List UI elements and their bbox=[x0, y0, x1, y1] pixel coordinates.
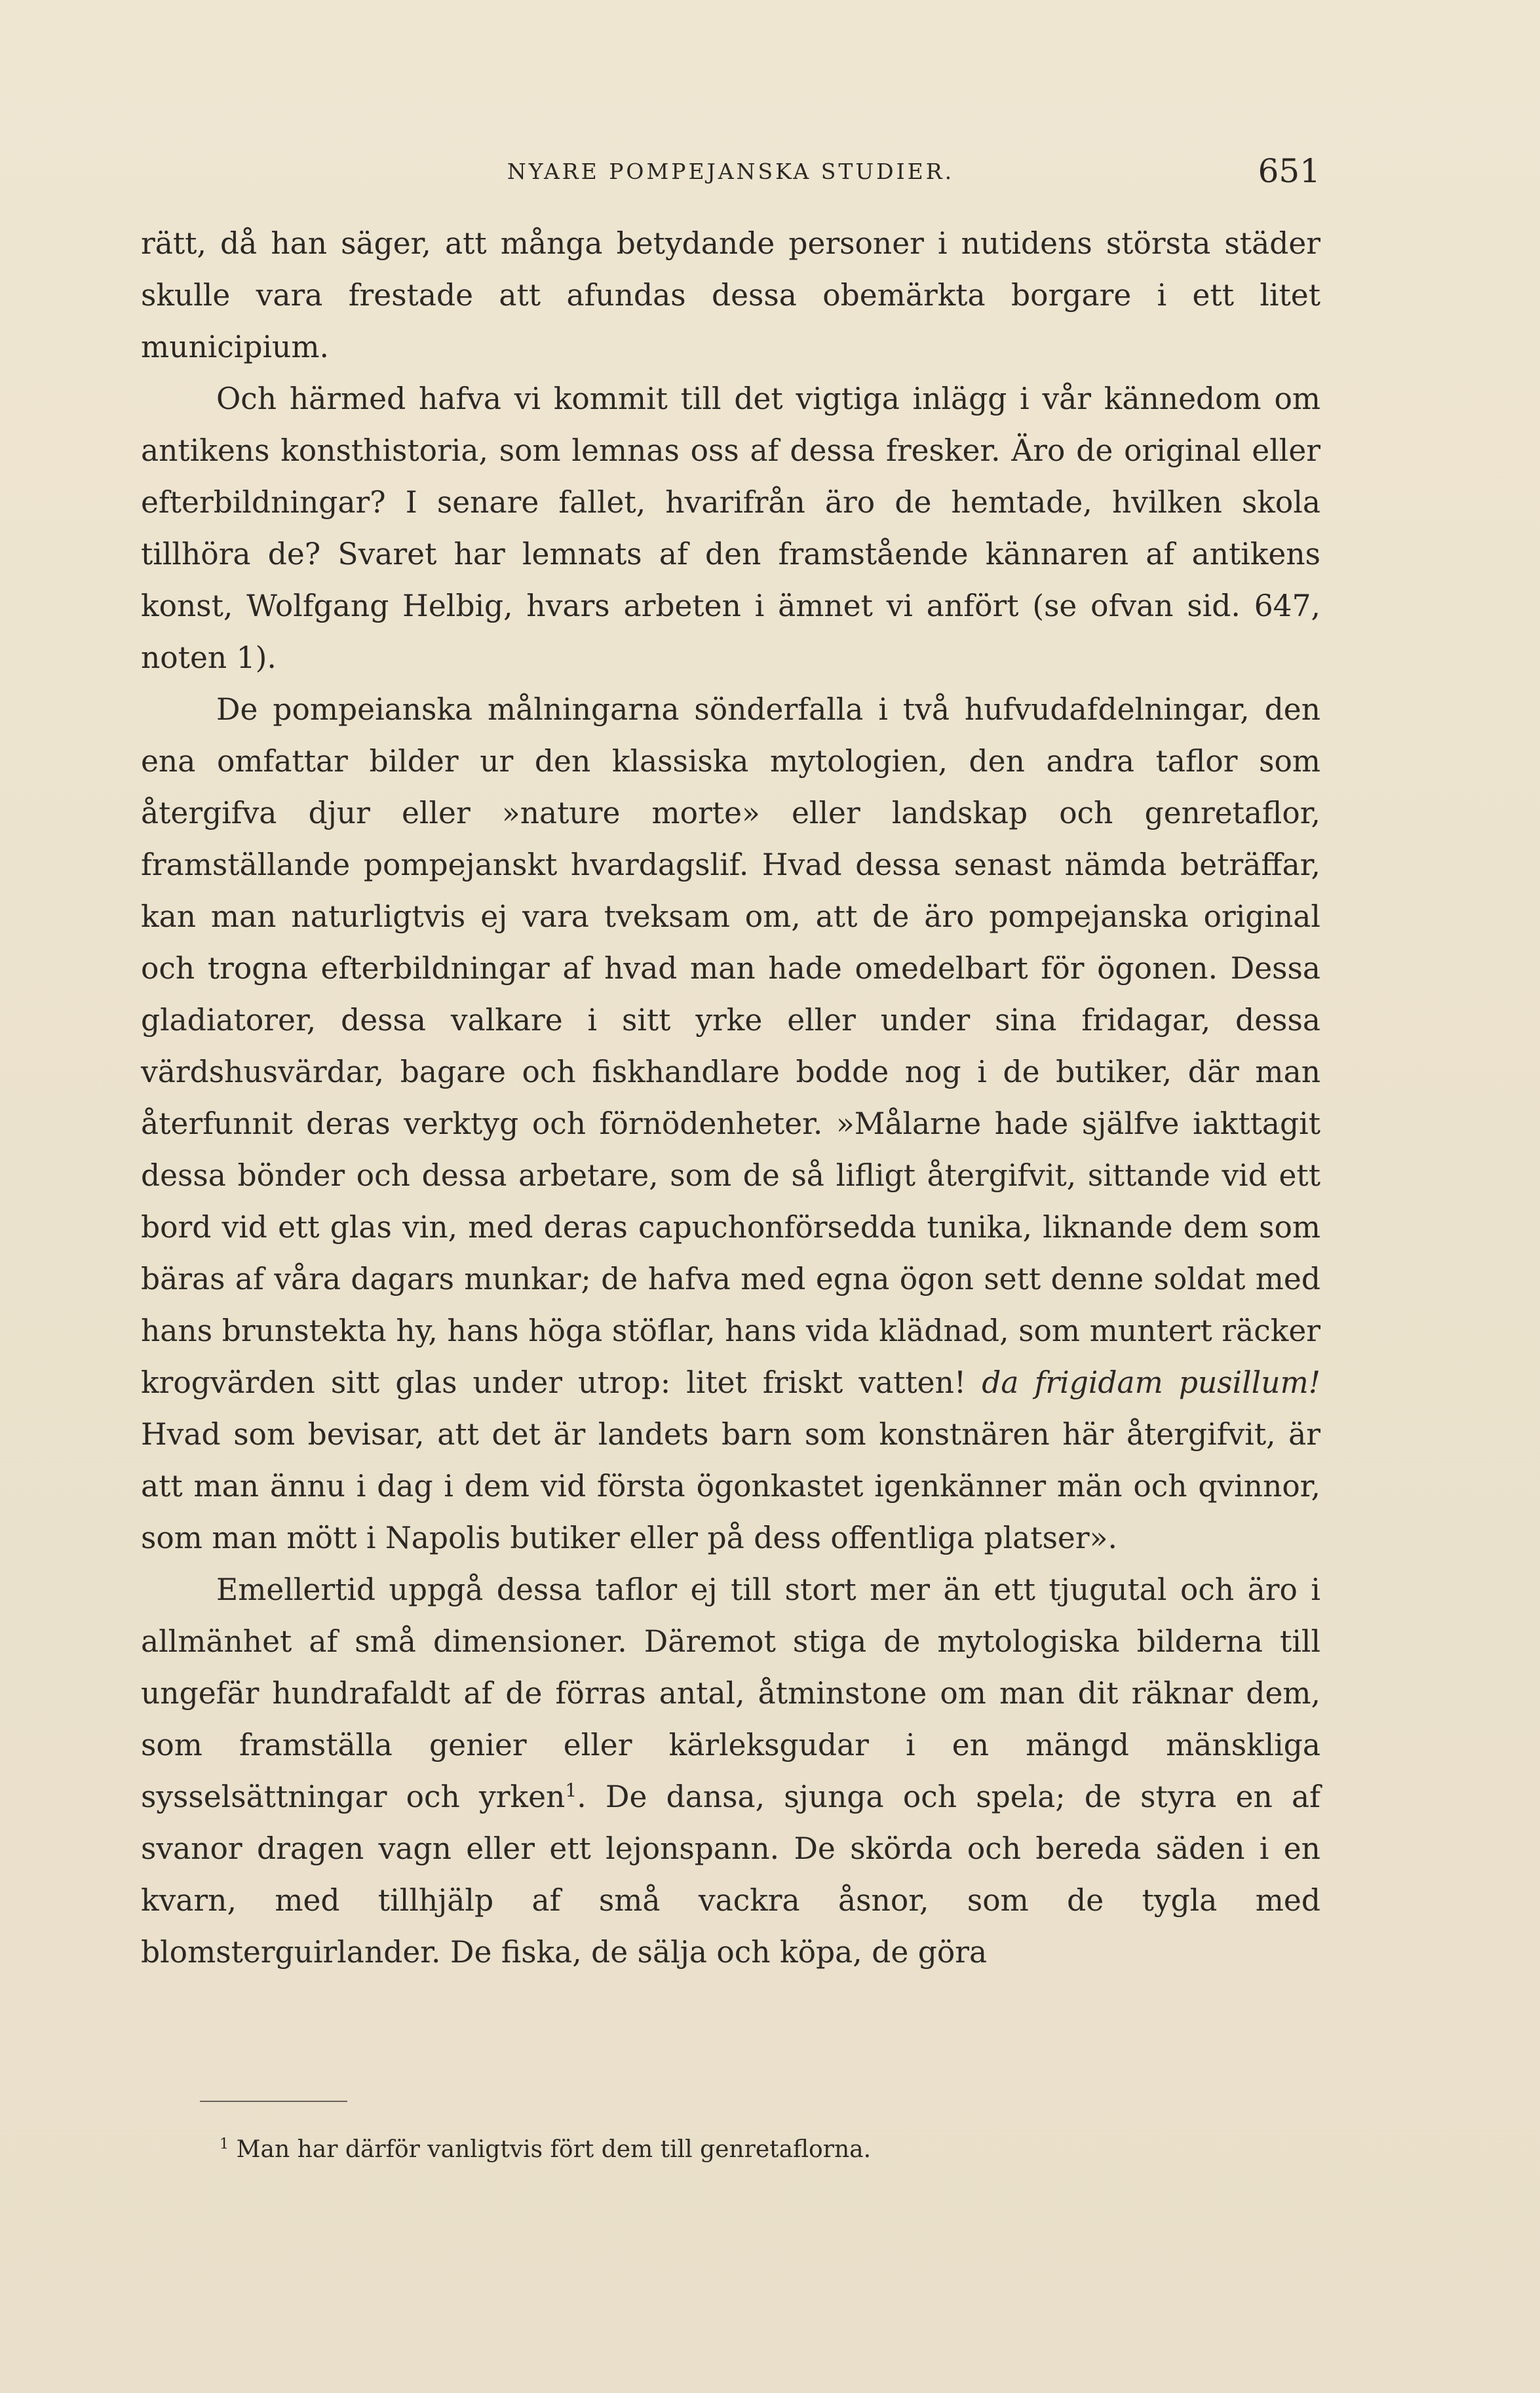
latin-quote: da frigidam pusillum! bbox=[982, 1365, 1321, 1400]
footnote-reference[interactable]: 1 bbox=[565, 1779, 577, 1801]
paragraph-4-text-a: Emellertid uppgå dessa taflor ej till stort mer än ett tjugutal och äro i allmänhet af små dimensioner. Däremot stiga de mytologiska bilderna till ungefär hundrafaldt af de förras antal, åtminstone om man dit räknar dem, som framställa genier eller kärleksgudar i en mängd mänskliga sysselsättningar och yrken bbox=[141, 1572, 1320, 1814]
running-title: NYARE POMPEJANSKA STUDIER. bbox=[507, 159, 955, 184]
paragraph-1-text: rätt, då han säger, att många betydande personer i nutidens största städer skulle vara frestade att afundas dessa obemärkta borgare i ett litet municipium. bbox=[141, 226, 1320, 364]
footnote-divider bbox=[200, 2101, 347, 2102]
footnote bbox=[220, 2133, 1268, 2166]
paragraph-3 bbox=[141, 684, 1320, 1564]
paragraph-3-text-b: Hvad som bevisar, att det är landets barn som konstnären här återgifvit, är att man ännu i dag i dem vid första ögonkastet igenkänner män och qvinnor, som man mött i Napolis butiker eller på dess offentliga platser». bbox=[141, 1417, 1320, 1555]
footnote-text: Man har därför vanligtvis fört dem till genretaflorna. bbox=[236, 2136, 872, 2163]
paragraph-2 bbox=[141, 373, 1320, 684]
paragraph-2-text: Och härmed hafva vi kommit till det vigtiga inlägg i vår kännedom om antikens konsthistoria, som lemnas oss af dessa fresker. Äro de original eller efterbildningar? I senare fallet, hvarifrån äro de hemtade, hvilken skola tillhöra de? Svaret har lemnats af den framstående kännaren af antikens konst, Wolfgang Helbig, hvars arbeten i ämnet vi anfört (se ofvan sid. 647, noten 1). bbox=[141, 381, 1320, 675]
body-text bbox=[141, 218, 1320, 1978]
footnote-marker: 1 bbox=[220, 2135, 229, 2152]
paragraph-3-text-a: De pompeianska målningarna sönderfalla i två hufvudafdelningar, den ena omfattar bilder ur den klassiska mytologien, den andra taflor som återgifva djur eller »nature morte» eller landskap och genretaflor, framställande pompejanskt hvardagslif. Hvad dessa senast nämda beträffar, kan man naturligtvis ej vara tveksam om, att de äro pompejanska original och trogna efterbildningar af hvad man hade omedelbart för ögonen. Dessa gladiatorer, dessa valkare i sitt yrke eller under sina fridagar, dessa värdshusvärdar, bagare och fiskhandlare bodde nog i de butiker, där man återfunnit deras verktyg och förnödenheter. »Målarne hade själfve iakttagit dessa bönder och dessa arbetare, som de så lifligt återgifvit, sittande vid ett bord vid ett glas vin, med deras capuchonförsedda tunika, liknande dem som bäras af våra dagars munkar; de hafva med egna ögon sett denne soldat med hans brunstekta hy, hans höga stöflar, hans vida klädnad, som muntert räcker krogvärden sitt glas under utrop: litet friskt vatten! bbox=[141, 692, 1320, 1400]
paragraph-4 bbox=[141, 1564, 1320, 1978]
paragraph-1 bbox=[141, 218, 1320, 373]
page-number: 651 bbox=[1258, 152, 1320, 190]
paragraph-4-text-b: . De dansa, sjunga och spela; de styra en af svanor dragen vagn eller ett lejonspann. De skörda och bereda säden i en kvarn, med tillhjälp af små vackra åsnor, som de tygla med blomsterguirlander. De fiska, de sälja och köpa, de göra bbox=[141, 1780, 1320, 1970]
page-header bbox=[141, 152, 1320, 191]
